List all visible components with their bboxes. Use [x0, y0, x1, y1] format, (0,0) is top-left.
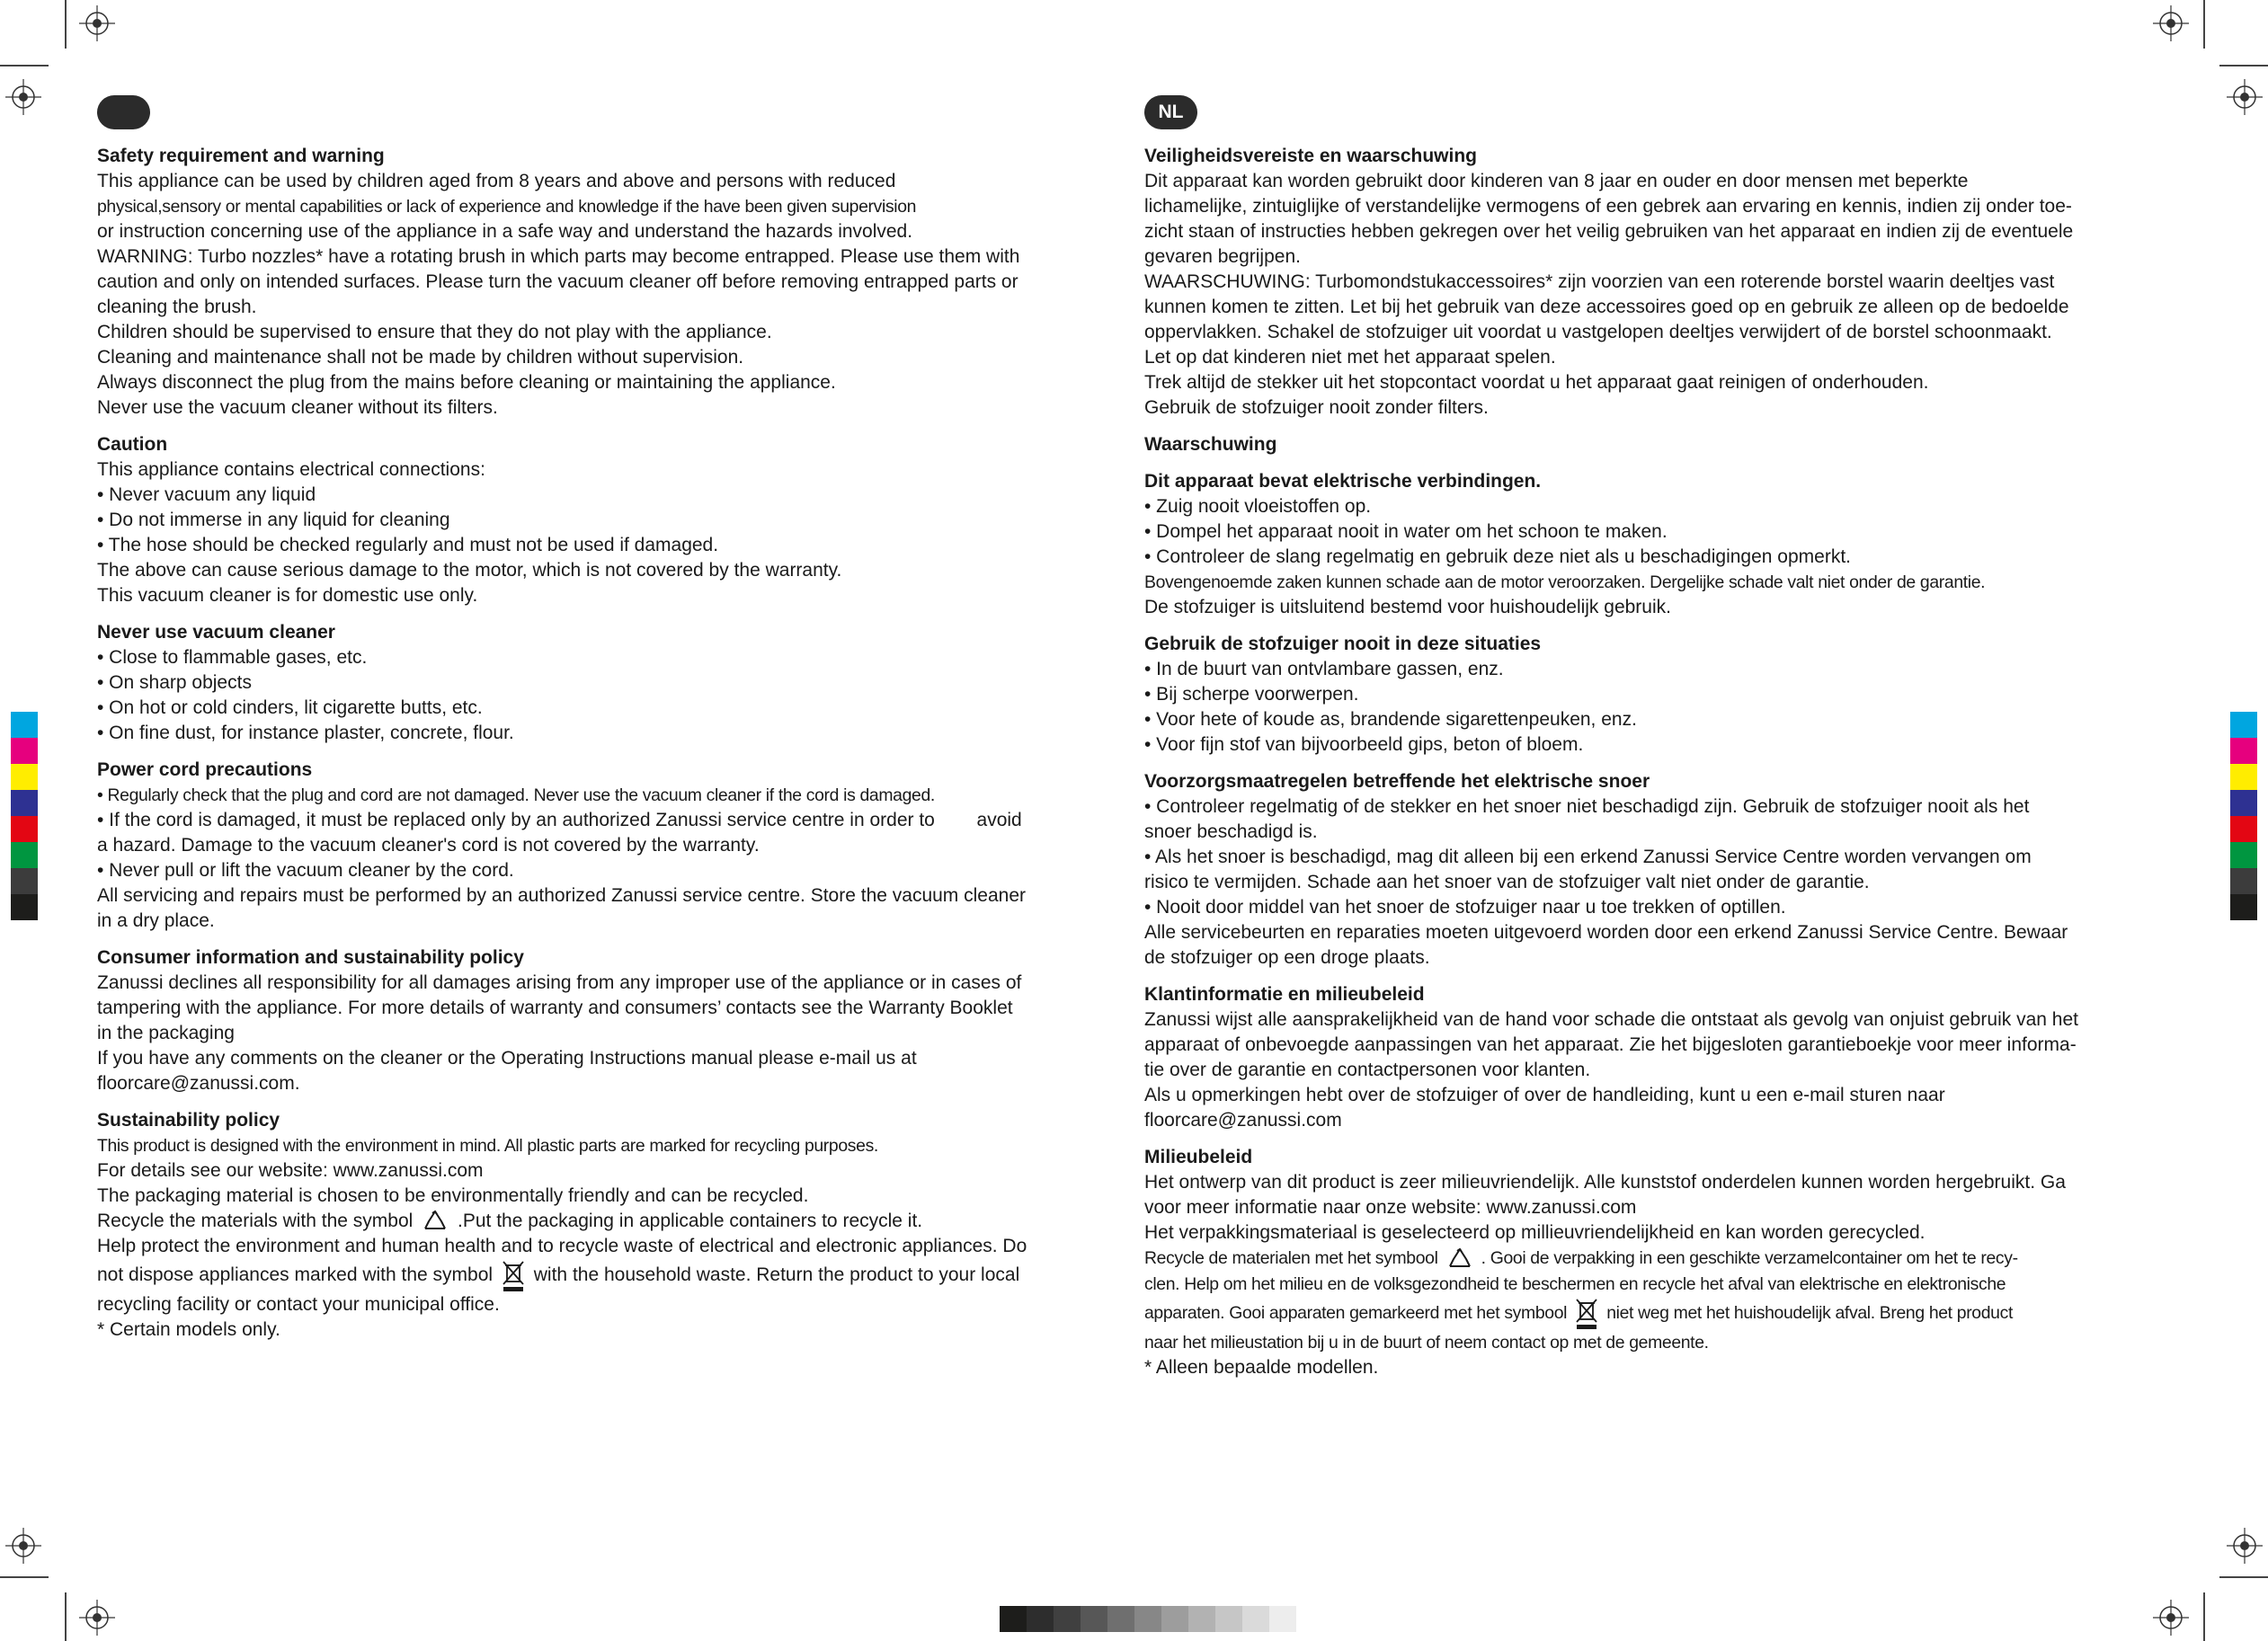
swatch-cyan [2230, 712, 2257, 738]
text-line: • On hot or cold cinders, lit cigarette butts, etc. [97, 697, 483, 718]
swatch-gray [11, 868, 38, 894]
weee-bin-icon [502, 1260, 525, 1292]
text-line: • Voor hete of koude as, brandende sigarettenpeuken, enz. [1144, 709, 1637, 730]
section-milieubeleid [1144, 1145, 2165, 1380]
section-title: Never use vacuum cleaner [97, 622, 335, 643]
crop-mark [65, 0, 67, 49]
weee-line [1144, 1297, 2165, 1330]
weee-bin-icon [1575, 1298, 1598, 1330]
text-line: • In de buurt van ontvlambare gassen, enz. [1144, 659, 1504, 679]
grayscale-strip [1000, 1606, 1296, 1632]
text-fragment: not dispose appliances marked with the symbol [97, 1264, 494, 1286]
registration-mark-icon [2227, 79, 2263, 115]
crop-mark [2203, 1592, 2205, 1641]
text-line: • On fine dust, for instance plaster, concrete, flour. [97, 723, 514, 743]
recycle-icon [422, 1209, 449, 1234]
text-line: kunnen komen te zitten. Let bij het gebruik van deze accessoires goed op en gebruik ze alleen op de bedoelde [1144, 297, 2069, 317]
text-line: WARNING: Turbo nozzles* have a rotating brush in which parts may become entrapped. Please use them with [97, 246, 1020, 267]
section-snoer [1144, 769, 2165, 971]
text-line: • Do not immerse in any liquid for cleaning [97, 510, 450, 530]
text-line: recycling facility or contact your municipal office. [97, 1293, 500, 1315]
section-title: Milieubeleid [1144, 1147, 1253, 1167]
text-fragment: Recycle the materials with the symbol [97, 1211, 414, 1231]
text-line: oppervlakken. Schakel de stofzuiger uit voordat u vastgelopen deeltjes verwijdert of de borstel schoonmaakt. [1144, 322, 2052, 342]
text-line: Als u opmerkingen hebt over de stofzuiger of over de handleiding, kunt u een e-mail sturen naar [1144, 1085, 1945, 1105]
gray-swatch [1000, 1606, 1027, 1632]
color-bar-left [11, 712, 38, 920]
text-line: • Dompel het apparaat nooit in water om het schoon te maken. [1144, 521, 1668, 542]
text-line: risico te vermijden. Schade aan het snoer van de stofzuiger valt niet onder de garantie. [1144, 872, 1870, 892]
section-consumer-info [97, 945, 1120, 1096]
section-waarschuwing [1144, 432, 2165, 457]
text-line: Always disconnect the plug from the mains before cleaning or maintaining the appliance. [97, 372, 836, 393]
text-line: • The hose should be checked regularly and must not be used if damaged. [97, 535, 719, 555]
text-line: • Never vacuum any liquid [97, 484, 316, 505]
text-line: a hazard. Damage to the vacuum cleaner's cord is not covered by the warranty. [97, 835, 760, 856]
text-line: in the packaging [97, 1023, 235, 1043]
section-title: Voorzorgsmaatregelen betreffende het elektrische snoer [1144, 771, 1650, 792]
text-line: This vacuum cleaner is for domestic use only. [97, 585, 478, 606]
section-title: Veiligheidsvereiste en waarschuwing [1144, 146, 1477, 166]
section-title: Klantinformatie en milieubeleid [1144, 984, 1425, 1005]
text-line: Het verpakkingsmateriaal is geselecteerd op millieuvriendelijkheid en kan worden gerecycled. [1144, 1222, 1926, 1243]
crop-mark [0, 1576, 49, 1578]
registration-mark-icon [5, 79, 41, 115]
gray-swatch [1107, 1606, 1134, 1632]
text-fragment: Recycle de materialen met het symbool [1144, 1248, 1438, 1268]
text-line: This product is designed with the environment in mind. All plastic parts are marked for recycling purposes. [97, 1136, 878, 1156]
text-line: Never use the vacuum cleaner without its filters. [97, 397, 498, 418]
text-line: • Nooit door middel van het snoer de stofzuiger naar u toe trekken of optillen. [1144, 897, 1786, 918]
section-title: Safety requirement and warning [97, 146, 385, 166]
text-line: in a dry place. [97, 910, 215, 931]
text-line: • Controleer regelmatig of de stekker en het snoer niet beschadigd zijn. Gebruik de stofzuiger nooit als het [1144, 796, 2030, 817]
text-line: Alle servicebeurten en reparaties moeten uitgevoerd worden door een erkend Zanussi Service Centre. Bewaar [1144, 922, 2068, 943]
text-line: De stofzuiger is uitsluitend bestemd voor huishoudelijk gebruik. [1144, 597, 1671, 617]
crop-mark [65, 1592, 67, 1641]
text-line: floorcare@zanussi.com [1144, 1110, 1342, 1131]
registration-mark-icon [79, 5, 115, 41]
text-line: • Never pull or lift the vacuum cleaner by the cord. [97, 860, 514, 881]
text-line: Zanussi wijst alle aansprakelijkheid van de hand voor schade die ontstaat als gevolg van onjuist gebruik van het [1144, 1009, 2078, 1030]
text-line: floorcare@zanussi.com. [97, 1073, 300, 1094]
text-line: voor meer informatie naar onze website: www.zanussi.com [1144, 1197, 1637, 1218]
recycle-line [1144, 1246, 2165, 1272]
section-klantinformatie [1144, 982, 2165, 1133]
text-line: Help protect the environment and human health and to recycle waste of electrical and electronic appliances. Do [97, 1236, 1027, 1257]
swatch-yellow [2230, 764, 2257, 790]
swatch-magenta [11, 738, 38, 764]
section-never-use [97, 620, 1120, 746]
text-fragment: . Gooi de verpakking in een geschikte verzamelcontainer om het te recy- [1481, 1248, 2018, 1268]
swatch-black [11, 894, 38, 920]
text-fragment: with the household waste. Return the product to your local [533, 1264, 1020, 1286]
section-nooit-gebruiken [1144, 632, 2165, 758]
section-safety [97, 144, 1120, 421]
text-line: Trek altijd de stekker uit het stopcontact voordat u het apparaat gaat reinigen of onderhouden. [1144, 372, 1929, 393]
swatch-green [11, 842, 38, 868]
gray-swatch [1054, 1606, 1081, 1632]
gray-swatch [1027, 1606, 1054, 1632]
swatch-red [2230, 816, 2257, 842]
swatch-black [2230, 894, 2257, 920]
text-line: All servicing and repairs must be performed by an authorized Zanussi service centre. Store the vacuum cleaner [97, 885, 1026, 906]
text-line: apparaat of onbevoegde aanpassingen van het apparaat. Zie het bijgesloten garantieboekje voor meer informa- [1144, 1034, 2077, 1055]
swatch-cyan [11, 712, 38, 738]
text-line: or instruction concerning use of the appliance in a safe way and understand the hazards involved. [97, 221, 913, 242]
swatch-green [2230, 842, 2257, 868]
section-title: Power cord precautions [97, 759, 313, 780]
text-line: * Alleen bepaalde modellen. [1144, 1356, 1379, 1378]
registration-mark-icon [2227, 1528, 2263, 1564]
gray-swatch [1188, 1606, 1215, 1632]
text-line: Let op dat kinderen niet met het apparaat spelen. [1144, 347, 1556, 368]
section-title: Consumer information and sustainability policy [97, 947, 524, 968]
text-line: • Bij scherpe voorwerpen. [1144, 684, 1359, 705]
text-line: tie over de garantie en contactpersonen voor klanten. [1144, 1060, 1591, 1080]
text-fragment: niet weg met het huishoudelijk afval. Breng het product [1606, 1302, 2013, 1323]
text-line: Gebruik de stofzuiger nooit zonder filters. [1144, 397, 1489, 418]
text-line: gevaren begrijpen. [1144, 246, 1301, 267]
text-line: caution and only on intended surfaces. Please turn the vacuum cleaner off before removing entrapped parts or [97, 271, 1018, 292]
crop-mark [2203, 0, 2205, 49]
section-title: Caution [97, 434, 168, 455]
section-elektrische-verbindingen [1144, 469, 2165, 620]
text-line: clen. Help om het milieu en de volksgezondheid te beschermen en recycle het afval van elektrische en elektronische [1144, 1273, 2006, 1294]
dutch-column [1144, 95, 2165, 1392]
text-line: de stofzuiger op een droge plaats. [1144, 947, 1430, 968]
text-line: If you have any comments on the cleaner or the Operating Instructions manual please e-mail us at [97, 1048, 917, 1069]
gray-swatch [1215, 1606, 1242, 1632]
section-title: Waarschuwing [1144, 434, 1277, 455]
recycle-line [97, 1209, 1120, 1234]
text-line: • Zuig nooit vloeistoffen op. [1144, 496, 1372, 517]
text-line: tampering with the appliance. For more details of warranty and consumers’ contacts see the Warranty Booklet [97, 998, 1013, 1018]
swatch-gray [2230, 868, 2257, 894]
english-column [97, 95, 1120, 1354]
text-line: cleaning the brush. [97, 297, 257, 317]
section-title: Gebruik de stofzuiger nooit in deze situaties [1144, 634, 1542, 654]
section-veiligheid [1144, 144, 2165, 421]
text-line: zicht staan of instructies hebben gekregen over het veilig gebruiken van het apparaat en indien zij de eventuele [1144, 221, 2074, 242]
text-line: physical,sensory or mental capabilities or lack of experience and knowledge if the have been given supervision [97, 197, 917, 217]
text-line: * Certain models only. [97, 1318, 280, 1340]
gray-swatch [1134, 1606, 1161, 1632]
gray-swatch [1161, 1606, 1188, 1632]
section-power-cord [97, 758, 1120, 934]
text-line: The packaging material is chosen to be environmentally friendly and can be recycled. [97, 1185, 809, 1206]
swatch-blue [11, 790, 38, 816]
color-bar-right [2230, 712, 2257, 920]
crop-mark [0, 65, 49, 67]
text-line: Dit apparaat kan worden gebruikt door kinderen van 8 jaar en ouder en door mensen met beperkte [1144, 171, 1969, 191]
text-line: • Close to flammable gases, etc. [97, 647, 368, 668]
text-line: WAARSCHUWING: Turbomondstukaccessoires* zijn voorzien van een roterende borstel waarin deeltjes vast [1144, 271, 2055, 292]
text-line: • Voor fijn stof van bijvoorbeeld gips, beton of bloem. [1144, 734, 1584, 755]
gray-swatch [1242, 1606, 1269, 1632]
registration-mark-icon [2153, 1600, 2189, 1636]
text-line: Cleaning and maintenance shall not be made by children without supervision. [97, 347, 744, 368]
text-line: Zanussi declines all responsibility for all damages arising from any improper use of the appliance or in cases of [97, 972, 1022, 993]
section-sustainability [97, 1108, 1120, 1343]
text-fragment: .Put the packaging in applicable containers to recycle it. [458, 1211, 923, 1231]
registration-mark-icon [2153, 5, 2189, 41]
registration-mark-icon [5, 1528, 41, 1564]
text-line: naar het milieustation bij u in de buurt of neem contact op met de gemeente. [1144, 1332, 1709, 1353]
swatch-magenta [2230, 738, 2257, 764]
text-line: • Controleer de slang regelmatig en gebruik deze niet als u beschadigingen opmerkt. [1144, 546, 1851, 567]
text-line: • Regularly check that the plug and cord are not damaged. Never use the vacuum cleaner if the cord is damaged. [97, 785, 935, 805]
language-badge-nl: NL [1144, 95, 1197, 129]
crop-mark [2219, 65, 2268, 67]
text-line: This appliance contains electrical connections: [97, 459, 485, 480]
text-line: Bovengenoemde zaken kunnen schade aan de motor veroorzaken. Dergelijke schade valt niet onder de garantie. [1144, 572, 1986, 592]
swatch-red [11, 816, 38, 842]
recycle-icon [1446, 1246, 1473, 1272]
text-line: Children should be supervised to ensure that they do not play with the appliance. [97, 322, 772, 342]
gray-swatch [1081, 1606, 1107, 1632]
text-line: Het ontwerp van dit product is zeer milieuvriendelijk. Alle kunststof onderdelen kunnen worden hergebruikt. Ga [1144, 1172, 2066, 1193]
text-line: lichamelijke, zintuiglijke of verstandelijke vermogens of een gebrek aan ervaring en kennis, indien zij onder toe- [1144, 196, 2072, 217]
gray-swatch [1269, 1606, 1296, 1632]
text-line: This appliance can be used by children aged from 8 years and above and persons with reduced [97, 171, 896, 191]
swatch-blue [2230, 790, 2257, 816]
weee-line [97, 1259, 1120, 1291]
text-line: • If the cord is damaged, it must be replaced only by an authorized Zanussi service centre in order to avoid [97, 810, 1022, 830]
text-line: The above can cause serious damage to the motor, which is not covered by the warranty. [97, 560, 842, 581]
section-title: Sustainability policy [97, 1110, 280, 1131]
text-fragment: apparaten. Gooi apparaten gemarkeerd met het symbool [1144, 1302, 1568, 1323]
swatch-yellow [11, 764, 38, 790]
section-title: Dit apparaat bevat elektrische verbindingen. [1144, 471, 1542, 492]
text-line: snoer beschadigd is. [1144, 821, 1318, 842]
section-caution [97, 432, 1120, 608]
text-line: • Als het snoer is beschadigd, mag dit alleen bij een erkend Zanussi Service Centre worden vervangen om [1144, 847, 2032, 867]
registration-mark-icon [79, 1600, 115, 1636]
text-line: • On sharp objects [97, 672, 252, 693]
crop-mark [2219, 1576, 2268, 1578]
text-line: For details see our website: www.zanussi.com [97, 1160, 484, 1181]
